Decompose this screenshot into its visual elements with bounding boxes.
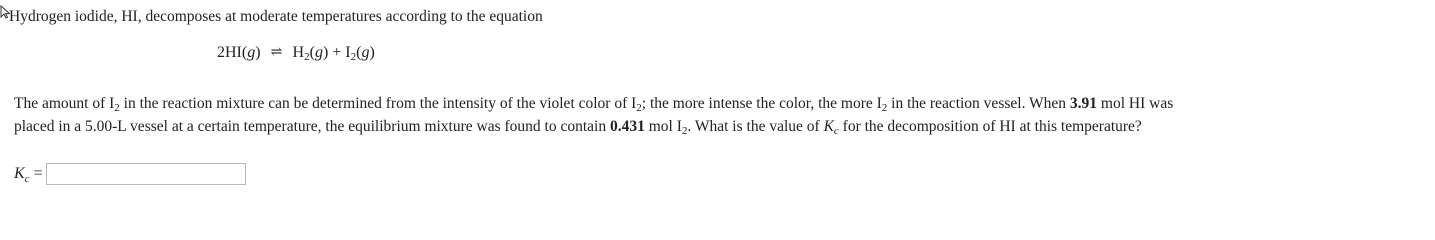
plus-sign: +	[332, 44, 342, 61]
intro-text: Hydrogen iodide, HI, decomposes at moderate temperatures according to the equation	[9, 8, 543, 25]
paragraph-line-1	[14, 92, 1429, 115]
subscript: 2	[114, 102, 120, 114]
text-span: mol I	[644, 118, 682, 135]
equilibrium-arrow-icon: ⇌	[270, 45, 283, 60]
kc-label	[14, 165, 30, 183]
product1-subscript: 2	[304, 51, 310, 63]
answer-row	[14, 161, 246, 187]
subscript: 2	[681, 125, 688, 137]
equals-sign: =	[33, 165, 43, 182]
reactant-formula: 2HI	[217, 44, 242, 61]
subscript: 2	[881, 102, 888, 114]
i2-amount: 0.431	[609, 118, 645, 135]
product2-formula: I	[345, 44, 351, 61]
text-span: for the decomposition of HI at this temperature?	[838, 118, 1142, 135]
text-span: placed in a 5.00-L vessel at a certain temperature, the equilibrium mixture was found to contain	[14, 118, 610, 135]
paragraph-line-2	[14, 115, 1429, 138]
kc-label-c: c	[24, 173, 30, 185]
chemical-equation: 2HI(g) ⇌ $H_2(g) + I_2(g)$	[217, 44, 375, 63]
text-span: . What is the value of	[687, 118, 824, 135]
reactant-state: g	[247, 44, 256, 61]
text-span: in the reaction mixture can be determined from the intensity of the violet color of I	[119, 95, 637, 112]
kc-subscript: c	[833, 125, 839, 137]
kc-answer-input[interactable]	[46, 163, 246, 185]
subscript: 2	[636, 102, 642, 114]
product1-state: g	[314, 44, 323, 61]
kc-label-k: K	[14, 165, 25, 182]
product2-state: g	[361, 44, 370, 61]
text-span: in the reaction vessel. When	[887, 95, 1070, 112]
kc-symbol: K	[823, 118, 834, 135]
text-span: mol HI was	[1097, 95, 1174, 112]
text-span: ; the more intense the color, the more I	[641, 95, 882, 112]
text-span: The amount of I	[14, 95, 115, 112]
problem-paragraph	[14, 92, 1429, 138]
product1-formula: H	[292, 44, 305, 61]
product2-subscript: 2	[350, 51, 357, 63]
hi-amount: 3.91	[1069, 95, 1098, 112]
